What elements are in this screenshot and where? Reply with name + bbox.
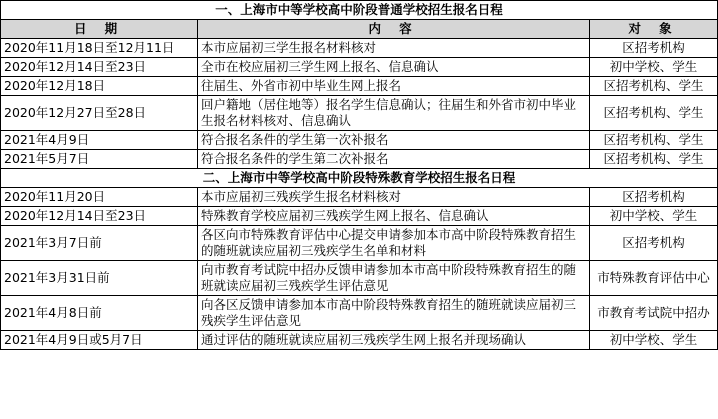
table-row xyxy=(1,77,718,96)
date-cell: 2020年12月14日至23日 xyxy=(1,58,198,77)
date-cell: 2020年12月18日 xyxy=(1,77,198,96)
date-cell: 2020年11月18日至12月11日 xyxy=(1,39,198,58)
section-title-row xyxy=(1,169,718,188)
section-title: 二、上海市中等学校高中阶段特殊教育学校招生报名日程 xyxy=(1,169,718,188)
target-cell: 区招考机构 xyxy=(590,39,718,58)
content-cell: 通过评估的随班就读应届初三残疾学生网上报名并现场确认 xyxy=(198,331,590,350)
section-title-row xyxy=(1,1,718,20)
table-row xyxy=(1,96,718,131)
content-cell: 回户籍地（居住地等）报名学生信息确认；往届生和外省市初中毕业生报名材料核对、信息确认 xyxy=(198,96,590,131)
target-cell: 初中学校、学生 xyxy=(590,58,718,77)
target-cell: 市特殊教育评估中心 xyxy=(590,261,718,296)
content-cell: 向各区反馈申请参加本市高中阶段特殊教育招生的随班就读应届初三残疾学生评估意见 xyxy=(198,296,590,331)
target-cell: 区招考机构、学生 xyxy=(590,131,718,150)
date-cell: 2021年5月7日 xyxy=(1,150,198,169)
date-cell: 2020年12月14日至23日 xyxy=(1,207,198,226)
table-header-row xyxy=(1,20,718,39)
table-row xyxy=(1,58,718,77)
content-cell: 本市应届初三残疾学生报名材料核对 xyxy=(198,188,590,207)
content-cell: 本市应届初三学生报名材料核对 xyxy=(198,39,590,58)
content-cell: 向市教育考试院中招办反馈申请参加本市高中阶段特殊教育招生的随班就读应届初三残疾学生评估意见 xyxy=(198,261,590,296)
target-cell: 市教育考试院中招办 xyxy=(590,296,718,331)
target-cell: 区招考机构、学生 xyxy=(590,96,718,131)
date-cell: 2021年3月31日前 xyxy=(1,261,198,296)
table-row xyxy=(1,39,718,58)
target-cell: 区招考机构 xyxy=(590,226,718,261)
content-cell: 符合报名条件的学生第一次补报名 xyxy=(198,131,590,150)
table-row xyxy=(1,131,718,150)
date-cell: 2020年11月20日 xyxy=(1,188,198,207)
table-row xyxy=(1,150,718,169)
table-row xyxy=(1,261,718,296)
target-cell: 初中学校、学生 xyxy=(590,331,718,350)
content-cell: 特殊教育学校应届初三残疾学生网上报名、信息确认 xyxy=(198,207,590,226)
header-date: 日 期 xyxy=(1,20,198,39)
date-cell: 2021年4月9日或5月7日 xyxy=(1,331,198,350)
table-row xyxy=(1,226,718,261)
target-cell: 初中学校、学生 xyxy=(590,207,718,226)
section-title: 一、上海市中等学校高中阶段普通学校招生报名日程 xyxy=(1,1,718,20)
content-cell: 符合报名条件的学生第二次补报名 xyxy=(198,150,590,169)
table-row xyxy=(1,207,718,226)
content-cell: 往届生、外省市初中毕业生网上报名 xyxy=(198,77,590,96)
table-row xyxy=(1,188,718,207)
date-cell: 2021年4月9日 xyxy=(1,131,198,150)
content-cell: 各区向市特殊教育评估中心提交申请参加本市高中阶段特殊教育招生的随班就读应届初三残疾学生名单和材料 xyxy=(198,226,590,261)
date-cell: 2020年12月27日至28日 xyxy=(1,96,198,131)
date-cell: 2021年4月8日前 xyxy=(1,296,198,331)
target-cell: 区招考机构、学生 xyxy=(590,77,718,96)
table-row xyxy=(1,296,718,331)
content-cell: 全市在校应届初三学生网上报名、信息确认 xyxy=(198,58,590,77)
target-cell: 区招考机构 xyxy=(590,188,718,207)
header-content: 内 容 xyxy=(198,20,590,39)
header-target: 对 象 xyxy=(590,20,718,39)
target-cell: 区招考机构、学生 xyxy=(590,150,718,169)
table-row xyxy=(1,331,718,350)
date-cell: 2021年3月7日前 xyxy=(1,226,198,261)
